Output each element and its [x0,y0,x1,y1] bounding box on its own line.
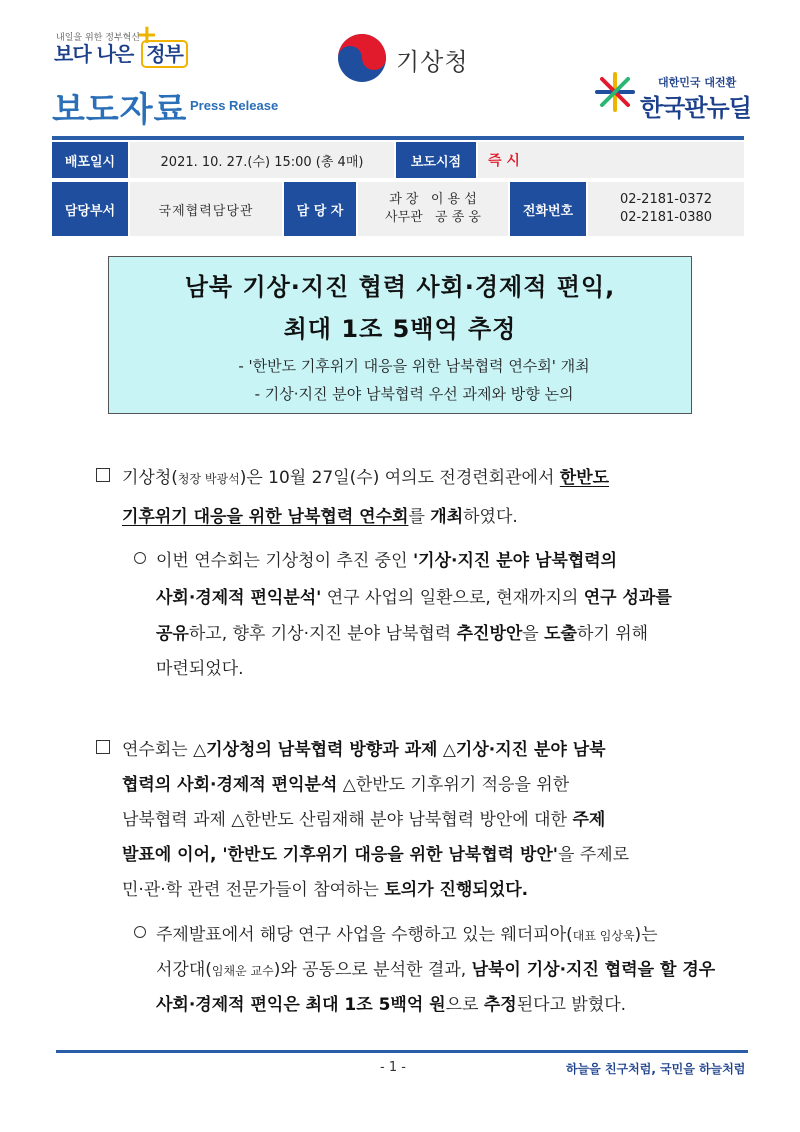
headline-box [108,256,692,414]
new-deal-title: 한국판뉴딜 [640,94,751,122]
paragraph-line [156,546,617,571]
contact-person-label: 담 당 자 [284,182,356,236]
new-deal-tagline: 대한민국 대전환 [658,76,737,89]
text-span: 을 [522,624,545,644]
text-span: 하였다. [463,507,518,527]
text-span: 발표에 이어, '한반도 기후위기 대응을 위한 남북협력 방안' [122,845,559,865]
gov-innovation-tagline: 내일을 위한 정부혁신 [56,33,140,43]
checkbox-bullet-icon [96,740,110,754]
text-span: 사회·경제적 편익분석' [156,588,322,608]
paragraph-line [156,990,626,1015]
text-span: 토의가 진행되었다. [384,880,529,900]
kma-emblem-icon [336,32,388,84]
text-span: )는 [634,925,658,945]
page-number: - 1 - [380,1060,406,1075]
headline-title: 남북 기상·지진 협력 사회·경제적 편익, [184,273,616,301]
text-span: )와 공동으로 분석한 결과, [273,960,472,980]
embargo-label: 보도시점 [396,142,476,178]
gov-logo-boxed-text: 정부 [141,40,188,68]
paragraph-line [122,875,528,900]
text-span: 기상·지진 분야 남북 [455,740,606,760]
paragraph-line [156,955,715,980]
text-span: 추진방안 [456,624,523,644]
press-release-title: 보도자료 [52,90,188,130]
text-span: △ [437,740,456,760]
paragraph-line [122,805,605,830]
gov-logo-text: 보다 나은 [54,42,134,66]
paragraph-line [122,502,518,527]
headline-subtitle: - '한반도 기후위기 대응을 위한 남북협력 연수회' 개최 [238,357,590,375]
paragraph-line: 마련되었다. [156,659,244,679]
text-span: △한반도 기후위기 적응을 위한 [337,775,570,795]
text-span: 서강대( [156,960,212,980]
gov-logo [54,38,188,67]
text-span: 기상청( [122,468,178,488]
paragraph-line [122,735,606,760]
text-span: 이번 연수회는 기상청이 추진 중인 [156,551,413,571]
text-span: 주제 [572,810,606,830]
paragraph-line [122,463,609,488]
release-date-value: 2021. 10. 27.(수) 15:00 (총 4매) [130,142,394,178]
text-span: 추정 [483,995,517,1015]
footer-slogan: 하늘을 친구처럼, 국민을 하늘처럼 [566,1062,746,1076]
contact-person-value [358,182,508,236]
contact-person-line: 과 장 이 용 섭 [389,192,477,207]
contact-person-line: 사무관 공 종 웅 [384,210,481,225]
gov-plus-icon: + [136,20,158,50]
release-date-label: 배포일시 [52,142,128,178]
text-span: 연수회는 △ [122,740,207,760]
text-span: 민·관·학 관련 전문가들이 참여하는 [122,880,385,900]
phone-number: 02-2181-0372 [619,192,713,207]
text-span: 도출 [544,624,577,644]
text-span: 대표 임상욱 [572,929,635,943]
header-divider [52,136,744,140]
phone-number: 02-2181-0380 [619,210,713,225]
paragraph-line [156,920,658,945]
checkbox-bullet-icon [96,468,110,482]
new-deal-emblem-icon [594,72,636,112]
text-span: 청장 박광석 [177,472,240,486]
text-span: 공유 [156,624,189,644]
press-release-english: Press Release [190,98,279,113]
text-span: 을 주제로 [558,845,630,865]
text-span: 연구 성과를 [583,588,672,608]
phone-value [588,182,744,236]
footer-divider [56,1050,748,1053]
text-span: 남북이 기상·지진 협력을 할 경우 [471,960,716,980]
text-span: '기상·지진 분야 남북협력의 [412,551,618,571]
phone-label: 전화번호 [510,182,586,236]
text-span: 사회·경제적 편익은 최대 1조 5백억 원 [156,995,446,1015]
text-span: 기상청의 남북협력 방향과 과제 [206,740,438,760]
text-span: 기후위기 대응을 위한 남북협력 연수회 [122,507,409,527]
department-label: 담당부서 [52,182,128,236]
department-value: 국제협력담당관 [130,182,282,236]
circle-bullet-icon [134,552,146,564]
circle-bullet-icon [134,926,146,938]
paragraph-line [122,840,629,865]
headline-subtitle: - 기상·지진 분야 남북협력 우선 과제와 방향 논의 [254,385,574,403]
text-span: 를 [408,507,431,527]
text-span: )은 10월 27일(수) 여의도 전경련회관에서 [239,468,560,488]
text-span: 하고, 향후 기상·지진 분야 남북협력 [188,624,457,644]
text-span: 주제발표에서 해당 연구 사업을 수행하고 있는 웨더피아( [156,925,573,945]
embargo-value: 즉 시 [478,142,744,178]
text-span: 남북협력 과제 △한반도 산림재해 분야 남북협력 방안에 대한 [122,810,573,830]
text-span: 한반도 [559,468,610,488]
text-span: 협력의 사회·경제적 편익분석 [122,775,338,795]
paragraph-line [156,583,672,608]
text-span: 으로 [445,995,484,1015]
kma-name: 기상청 [396,48,469,76]
text-span: 된다고 밝혔다. [516,995,627,1015]
paragraph-line [156,619,648,644]
headline-title: 최대 1조 5백억 추정 [283,315,517,343]
text-span: 임채운 교수 [211,964,274,978]
text-span: 하기 위해 [576,624,649,644]
text-span: 개최 [430,507,464,527]
paragraph-line [122,770,569,795]
text-span: 연구 사업의 일환으로, 현재까지의 [321,588,584,608]
